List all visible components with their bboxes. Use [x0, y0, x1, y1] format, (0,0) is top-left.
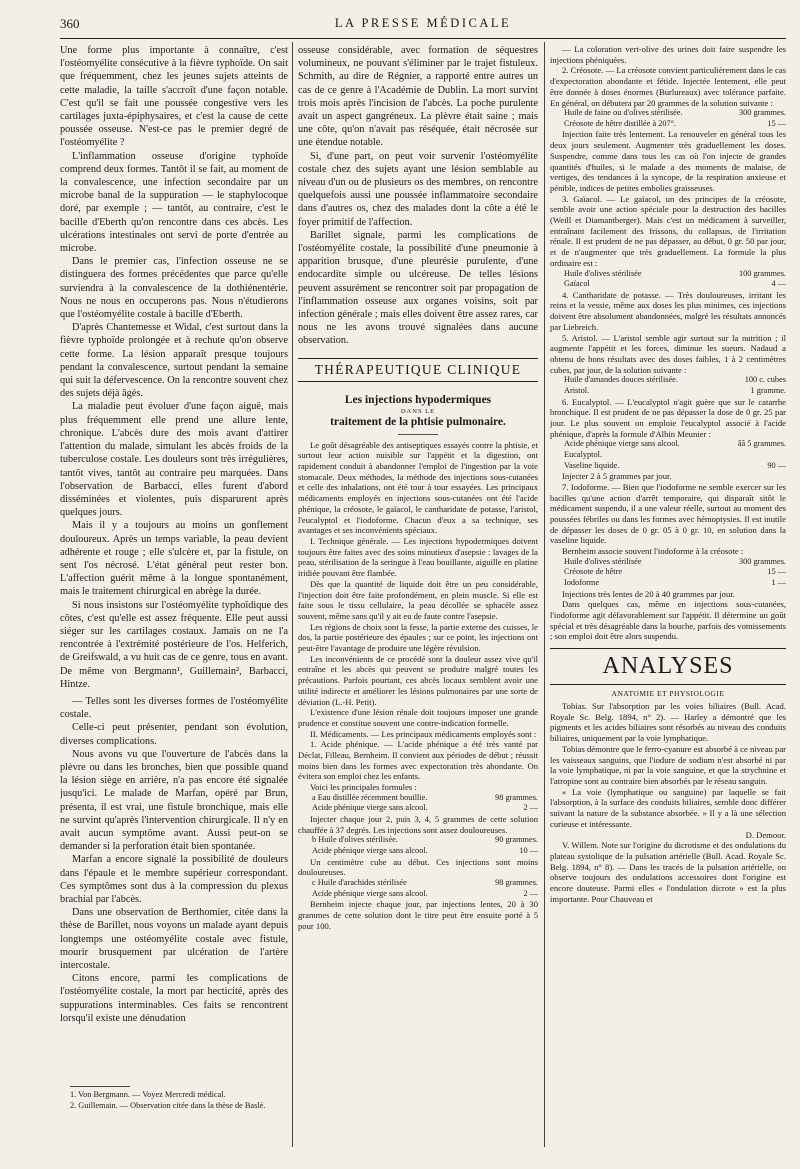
formula-dose: 90 grammes.: [495, 835, 538, 845]
subsection-heading: ANATOMIE ET PHYSIOLOGIE: [611, 689, 725, 699]
formula-dose: 2 —: [523, 888, 538, 898]
footnote: 1. Von Bergmann. — Voyez Mercredi médical.: [70, 1090, 226, 1099]
formula-ingredient: Vaseline liquide.: [564, 460, 620, 470]
paragraph: Marfan a encore signalé la possibilité de douleurs dans l'épaule et le membre supérieur correspondant. Ces symptômes sont dus à la compression du plexus brachial par l'abcès.: [60, 854, 288, 905]
article-title-connector: DANS LE: [400, 407, 436, 415]
paragraph: I. Technique générale. — Les injections hypodermiques doivent toujours être faites avec des soins minutieux d'asepsie : lavages de la peau, stérilisation de la seringue à l'eau bouillante, aiguille en platine iridiée pouvant être flambée.: [298, 536, 538, 579]
paragraph: 6. Eucalyptol. — L'eucalyptol n'agit guère que sur le catarrhe bronchique. Il est prudent de ne pas dépasser la dose de 0 gr. 25 par jour. Le plus souvent on emploie l'eucalyptol associé à l'acide phénique, d'après la formule d'Albin Meunier :: [550, 396, 786, 439]
formula-ingredient: Gaïacol: [564, 279, 590, 289]
formula-ingredient: Créosote de hêtre distillée à 207°.: [564, 118, 677, 128]
abstract: Tobias. Sur l'absorption par les voies biliaires (Bull. Acad. Royale Sc. Belg. 1894, n° 2). — Harley a démontré que les pigments et les acides biliaires sont résorbés au niveau des conduits biliaires, uniquement par la voie lymphatique.: [550, 701, 786, 744]
formula-ingredient: Huile de faine ou d'olives stérilisée.: [564, 108, 683, 118]
formula-dose: 98 grammes.: [495, 792, 538, 802]
paragraph: Dans quelques cas, même en injections sous-cutanées, l'iodoforme agit défavorablement sur l'appétit. Il détermine un goût spécial et très désagréable dans la bouche, parfois des vomissements ; son emploi doit être alors suspendu.: [550, 599, 786, 642]
formula-ingredient: Huile d'olives stérilisée: [564, 556, 642, 566]
formula-ingredient: Créosote de hêtre: [564, 567, 623, 577]
paragraph: Le goût désagréable des antiseptiques essayés contre la phtisie, et surtout leur action nuisible sur l'appétit et la digestion, ont rapidement conduit à abandonner l'emploi de l'ingestion par la voie stomacale. Deux méthodes, la méthode des injections sous-cutanées et celle des inhalations, ont été tour à tour essayées. Les principaux médicaments employés en injections sous-cutanées ont été l'acide phénique, la créosote, le gaïacol, le cantharidate de potasse, l'aristol, l'eucalyptol et l'iodoforme. Chacun d'eux a sa technique, ses avantages et ses inconvénients spéciaux.: [298, 439, 538, 536]
formula-dose: 90 —: [767, 460, 786, 470]
paragraph: Un centimètre cube au début. Ces injections sont moins douloureuses.: [298, 856, 538, 878]
formula-ingredient: b Huile d'olives stérilisée.: [312, 835, 398, 845]
formula-dose: 100 grammes.: [738, 268, 786, 278]
column-1: [60, 44, 288, 1144]
formula-ingredient: Huile d'amandes douces stérilisée.: [564, 375, 678, 385]
footnote-rule: [70, 1086, 130, 1087]
paragraph: Nous avons vu que l'ouverture de l'abcès dans la plèvre ou dans les bronches, bien que possible quand la lésion siège en arrière, n'a pas encore été signalée jusqu'ici. Le malade de Marfan, opéré par Brun, présenta, il est vrai, une fistule bronchique, mais elle ne survint qu'après l'intervention chirurgicale. Il n'y en avait aucun symptôme avant. Aussi peut-on se demander si la perforation était bien spontanée.: [60, 748, 288, 853]
paragraph: osseuse considérable, avec formation de séquestres volumineux, ne pouvant s'éliminer par le trajet fistuleux. Schmith, au dire de Régnier, a rapporté entre autres un cas de ce genre à l'Académie de Dublin. La mort survint trois mois après l'incision de l'abcès. La poche purulente avait un aspect gangréneux. La plèvre était saine ; mais une côte, qu'on n'avait pas réséquée, était nécrosée sur une étendue notable.: [298, 45, 538, 149]
formula: [298, 793, 538, 814]
abstract: « La voie (lymphatique ou sanguine) par laquelle se fait l'absorption, à la surface des conduits biliaires, semble donc différer suivant la nature de la substance absorbée. » Il y a là une sélection curieuse et intéressante.: [550, 786, 786, 829]
formula-ingredient: Acide phénique vierge sans alcool.: [312, 888, 428, 898]
section-heading: ANALYSES: [550, 648, 786, 685]
formula: [298, 878, 538, 899]
paragraph: Bernheim injecte chaque jour, par injections lentes, 20 à 30 grammes de cette solution dont le titre peut être ensuite porté à 5 pour 100.: [298, 899, 538, 931]
paragraph: D'après Chantemesse et Widal, c'est surtout dans la fièvre typhoïde prolongée et à rechute qu'on observe cette forme. La lésion apparaît presque toujours pendant la convalescence, surtout pendant la semaine qui suit la défervescence. On la rencontre souvent chez des sujets déjà âgés.: [60, 322, 288, 400]
paragraph: 1. Acide phénique. — L'acide phénique a été très vanté par Déclat, Filleau, Bernheim. Il convient aux périodes de début ; réussit moins bien dans les formes avec expectoration très abondante. On évitera son emploi chez les enfants.: [298, 739, 538, 782]
column-3: [550, 44, 786, 1144]
formula-dose: 10 —: [519, 846, 538, 856]
paragraph: Barillet signale, parmi les complications de l'ostéomyélite costale, la possibilité d'une pneumonie à apparition brusque, d'une pleurésie purulente, d'une endocardite simple ou ulcéreuse. De telles lésions peuvent assurément se rencontrer soit par propagation de l'inflammation osseuse aux organes voisins, soit par infection générale ; mais elles doivent être assez rares, car nous ne les avons trouvé signalées dans aucune observation.: [298, 229, 538, 347]
footnote: 2. Guillemain. — Observation citée dans la thèse de Baslé.: [70, 1100, 266, 1110]
paragraph: 4. Cantharidate de potasse. — Très douloureuses, irritant les reins et la vessie, même aux doses les plus minimes, ces injections doivent être absolument abandonnées, malgré les résultats annoncés par Liebreich.: [550, 289, 786, 332]
formula-dose: 4 —: [771, 279, 786, 289]
signature: D. Demoor.: [745, 829, 786, 840]
paragraph: Mais il y a toujours au moins un gonflement douloureux. Après un temps variable, la peau devient adhérente et rouge ; elle s'ulcère et, par la fistule, on sent l'os nécrosé. L'état général peut rester bon. L'affection guérit même à la longue spontanément, mais le traitement chirurgical en abrège la durée.: [60, 520, 288, 598]
journal-title: LA PRESSE MÉDICALE: [334, 16, 512, 30]
paragraph: Dès que la quantité de liquide doit être un peu considérable, l'injection doit être faite profondément, en plein muscle. Si elle est faite sous le tissu cellulaire, la peau décollée se sphacèle assez souvent, même sans qu'il y ait eu de faute contre l'asepsie.: [298, 578, 538, 621]
formula: [550, 439, 786, 471]
formula-ingredient: Acide phénique vierge sans alcool.: [564, 439, 680, 449]
paragraph: Citons encore, parmi les complications de l'ostéomyélite costale, la mort par hecticité, après des suppurations interminables. Ces faits se rencontrent lorsqu'il existe une dénudation: [60, 973, 288, 1024]
paragraph: Injecter 2 à 5 grammes par jour.: [562, 471, 672, 482]
paragraph: — La coloration vert-olive des urines doit faire suspendre les injections phéniquées.: [550, 44, 786, 65]
paragraph: Dans une observation de Berthomier, citée dans la thèse de Barillet, nous voyons un malade ayant depuis longtemps une ostéomyélite costale avec fistule, mourir brusquement par ulcération de l'artère intercostale.: [60, 907, 288, 972]
paragraph: 2. Créosote. — La créosote convient particulièrement dans le cas d'expectoration abondante et fétide. Injectée lentement, elle peut être donnée à doses énormes (Burlureaux) avec tolérance parfaite. En général, on débutera par 20 grammes de la solution suivante :: [550, 65, 786, 108]
formula-dose: 15 —: [767, 567, 786, 577]
formula-ingredient: c Huile d'arachides stérilisée: [312, 878, 407, 888]
formula-ingredient: Acide phénique vierge sans alcool.: [312, 846, 428, 856]
formula-dose: 15 —: [767, 118, 786, 128]
paragraph: 7. Iodoforme. — Bien que l'iodoforme ne semble exercer sur les bacilles qu'une action d'arrêt temporaire, qui disparaît sitôt le médicament suspendu, il a une valeur réelle, surtout au moment des poussées fébriles ou dans les formes avec hémoptysies. Il est inutile de dépasser les doses de 0 gr. 05 à 0 gr. 10, en solution dans la vaseline liquide.: [550, 481, 786, 546]
formula: [550, 557, 786, 589]
paragraph: Dans le premier cas, l'infection osseuse ne se distinguera des formes précédentes que parce qu'elle surviendra à la convalescence de la dothiénentérie. Nous ne nous en occuperons pas. Nous n'étudierons que l'ostéomyélite costale à bacille d'Eberth.: [60, 256, 288, 321]
paragraph: Une forme plus importante à connaître, c'est l'ostéomyélite consécutive à la fièvre typhoïde. On sait que fréquemment, chez les jeunes sujets atteints de cette maladie, la taille s'accroît d'une façon notable. C'est qu'il se fait une poussée congestive vers les cartilages juxta-épiphysaires, et c'est la cause de cette poussée osseuse. N'est-ce pas le premier degré de l'ostéomyélite ?: [60, 45, 288, 149]
formula-dose: 300 grammes.: [738, 556, 786, 566]
paragraph: II. Médicaments. — Les principaux médicaments employés sont :: [310, 728, 537, 739]
paragraph: 3. Gaïacol. — Le gaïacol, un des principes de la créosote, semble avoir une action spéciale pour la destruction des bacilles (Weill et Diamantberger). Mais c'est un médicament à surveiller, entraînant facilement des frissons, du collapsus, de l'irritation rénale. Il est prudent de ne pas dépasser, au début, 0 gr. 50 par jour, et de n'augmenter que très graduellement. La formule la plus ordinaire est :: [550, 193, 786, 268]
formula-dose: ââ 5 grammes.: [737, 439, 786, 449]
formula-ingredient: Iodoforme: [564, 577, 600, 587]
paragraph: Les inconvénients de ce procédé sont la douleur assez vive qu'il entraîne et les abcès qui peuvent se produire malgré toutes les précautions. Parfois pourtant, ces abcès locaux semblent avoir une utilité indirecte et améliorer les lésions pulmonaires par une sorte de déviation (L.-H. Petit).: [298, 653, 538, 707]
formula-ingredient: Aristol.: [564, 385, 590, 395]
formula-dose: 98 grammes.: [495, 878, 538, 888]
paragraph: 5. Aristol. — L'aristol semble agir surtout sur la nutrition ; il augmente l'appétit et les forces, diminue les sueurs. Nadaud a obtenu de bons résultats avec des doses faibles, 1 à 2 centimètres cubes, par jour, de la solution suivante :: [550, 332, 786, 375]
formula-dose: 300 grammes.: [738, 108, 786, 118]
paragraph: Voici les principales formules :: [310, 782, 417, 793]
paragraph: Les régions de choix sont la fesse, la partie externe des cuisses, le dos, la partie postérieure des épaules ; sur ce point, les injections ont peut-être l'avantage de produire une légère révulsion.: [298, 621, 538, 654]
page-header: [60, 16, 786, 34]
column-2: [298, 44, 538, 1144]
paragraph: L'inflammation osseuse d'origine typhoïde comprend deux formes. Tantôt il se fait, au moment de la convalescence, une infection secondaire par un microbe banal de la suppuration — le staphylocoque doré, par exemple ; — tantôt, au contraire, c'est le bacille d'Eberth qu'on rencontre dans ces abcès. Les ulcérations intestinales ont servi de porte d'entrée au microbe.: [60, 150, 288, 255]
column-divider: [544, 42, 545, 1147]
paragraph: Injection faite très lentement. La renouveler en général tous les deux jours seulement. Augmenter très graduellement les doses. Suspendre, comme dans tous les cas où l'on injecte de grandes quantités d'huiles, si le malade a des moments de malaise, de vertiges, des tendances à la syncope, de la respiration anxieuse et pénible, indices de petites embolies graisseuses.: [550, 129, 786, 193]
article-title: traitement de la phtisie pulmonaire.: [330, 415, 506, 428]
paragraph: — Telles sont les diverses formes de l'ostéomyélite costale.: [60, 695, 288, 721]
formula: [550, 375, 786, 396]
divider: [398, 434, 438, 435]
paragraph: Si, d'une part, on peut voir survenir l'ostéomyélite costale chez des sujets ayant une lésion semblable au niveau d'un ou de plusieurs os des membres, on rencontre quelquefois aussi une poussée inflammatoire secondaire dans d'autres os, chez des malades dont la côte a été le foyer primitif de l'affection.: [298, 150, 538, 228]
formula-dose: 2 —: [523, 803, 538, 813]
page-number: 360: [60, 16, 80, 31]
paragraph: Celle-ci peut présenter, pendant son évolution, diverses complications.: [60, 722, 288, 747]
paragraph: La maladie peut évoluer d'une façon aiguë, mais plus fréquemment elle prend une allure lente, chronique. L'abcès dure des mois avant d'attirer l'attention du malade, simulant les abcès froids de la tuberculose costale. Les douleurs sont très irrégulières, tantôt vives, tantôt au contraire peu marquées. Dans l'observation de Barbacci, elles furent d'abord disséminées et violentes, puis disparurent après quelques jours.: [60, 401, 288, 519]
formula-dose: 100 c. cubes: [744, 375, 786, 385]
paragraph: Injecter chaque jour 2, puis 3, 4, 5 grammes de cette solution chauffée à 37 degrés. Les injections sont assez douloureuses.: [298, 814, 538, 835]
formula-dose: 1 gramme.: [750, 385, 786, 395]
formula-ingredient: Eucalyptol.: [564, 449, 603, 459]
article-title: Les injections hypodermiques: [344, 393, 492, 406]
formula: [550, 269, 786, 290]
paragraph: L'existence d'une lésion rénale doit toujours imposer une grande prudence et constitue souvent une contre-indication formelle.: [298, 707, 538, 728]
section-heading: THÉRAPEUTIQUE CLINIQUE: [298, 358, 538, 382]
paragraph: Bernheim associe souvent l'iodoforme à la créosote :: [562, 546, 744, 557]
formula: [550, 108, 786, 129]
formula-ingredient: Acide phénique vierge sans alcool.: [312, 803, 428, 813]
abstract: Tobias démontre que le ferro-cyanure est absorbé à ce niveau par les vaisseaux sanguins, que l'iodure de sodium n'est absorbé ni par la voie lymphatique, ni par la voie sanguine, et que la strychnine et l'atropine sont au contraire bien absorbés par le réseau sanguin.: [550, 743, 786, 786]
column-divider: [292, 42, 293, 1147]
paragraph: Si nous insistons sur l'ostéomyélite typhoïdique des côtes, c'est qu'elle est assez fréquente. Elle peut aussi siéger sur les cartilages costaux. Jamais on ne l'a rencontrée à l'extrémité postérieure de l'os. Helferich, de Greifswald, a vu huit cas de ce genre, tous en avant. De même von Bergmann¹, Guillemain², Barbacci, Hintze.: [60, 599, 288, 690]
formula-ingredient: a Eau distillée récemment bouillie.: [312, 792, 428, 802]
formula: [298, 835, 538, 856]
header-rule: [60, 38, 786, 39]
formula-dose: 1 —: [771, 577, 786, 587]
formula-ingredient: Huile d'olives stérilisée: [564, 268, 642, 278]
footnotes: [70, 1090, 270, 1111]
paragraph: Injections très lentes de 20 à 40 grammes par jour.: [562, 588, 735, 599]
abstract: V. Willem. Note sur l'origine du dicrotisme et des ondulations du plateau systolique de la pulsation artérielle (Bull. Acad. Royale Sc. Belg. 1894, n° 8). — Dans les tracés de la pulsation artérielle, on observe toujours des ondulations accessoires dont l'origine est encore douteuse. Parmi elles « l'ondulation dicrote » est la plus importante. Pour Chauveau et: [550, 840, 786, 904]
